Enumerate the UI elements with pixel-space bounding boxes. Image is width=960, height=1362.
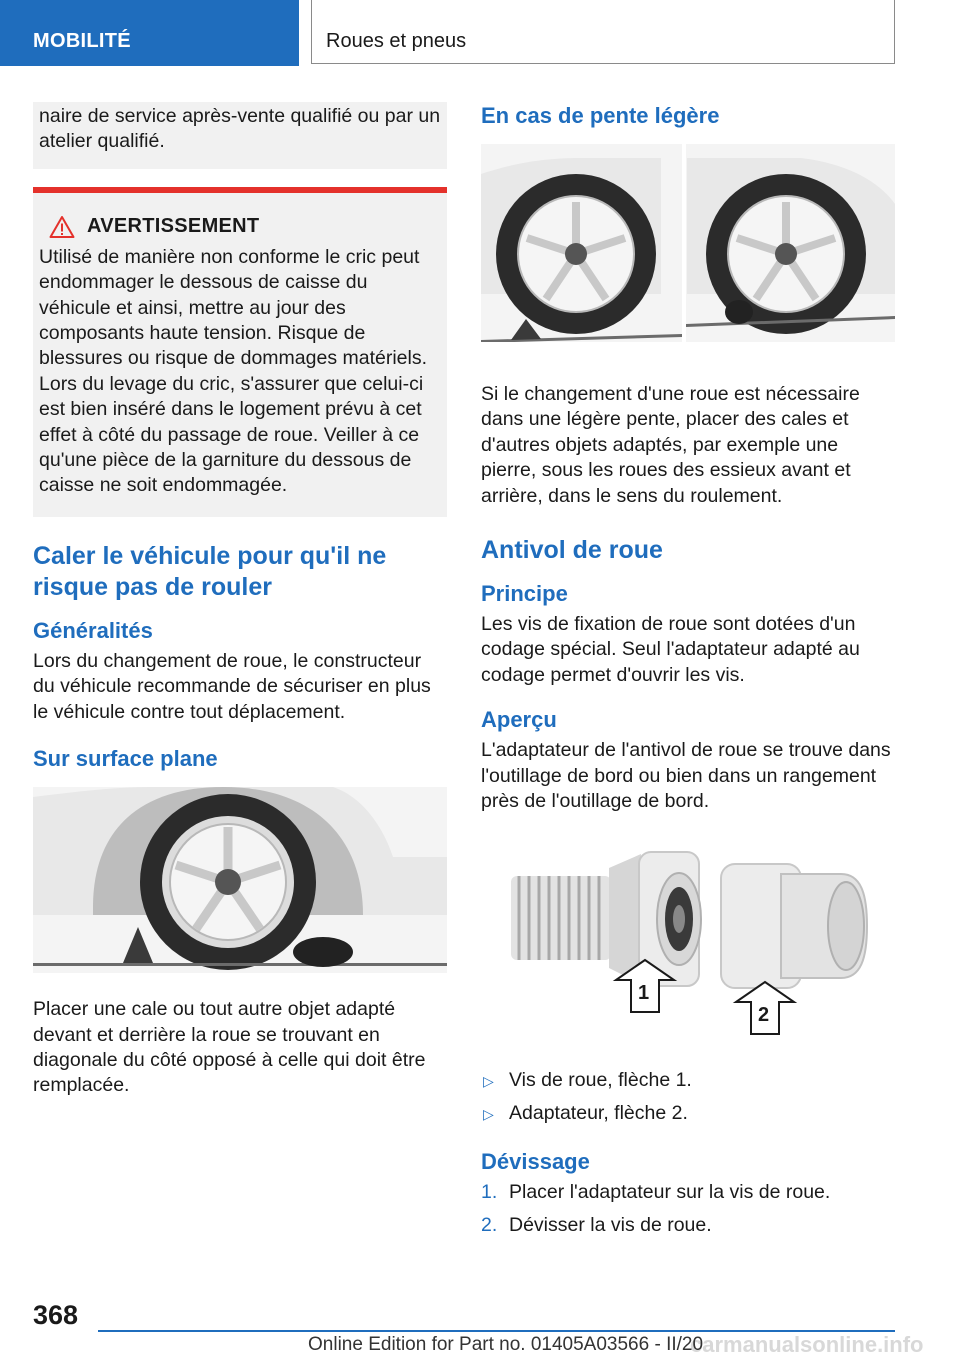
list-item	[481, 1213, 895, 1238]
car-wheel-chock-illustration	[33, 787, 447, 973]
intro-box	[33, 102, 447, 169]
overview-list	[481, 1068, 895, 1126]
heading-slope: En cas de pente légère	[481, 103, 720, 128]
figure-slope	[481, 144, 895, 342]
principle-text: Les vis de fixation de roue sont dotées d'un codage spécial. Seul l'adaptateur adapté au codage permet d'ouvrir les vis.	[481, 613, 860, 686]
warning-text: Utilisé de manière non conforme le cric peut endommager le dessous de caisse du véhicule et ainsi, mettre au jour des composants haute tension. Risque de blessures ou risque de dommages matériels. Lors du levage du cric, s'assurer que celui-ci est bien inséré dans le logement prévu à cet effet à côté du passage de roue. Veiller à ce qu'une pièce de la garniture du dessous de caisse ne soit endommagée.	[39, 245, 428, 497]
car-slope-illustration	[481, 144, 895, 342]
left-column	[33, 102, 447, 1099]
flat-surface-text: Placer une cale ou tout autre objet adapté devant et derrière la roue se trouvant en diagonale du côté opposé à celle qui doit être remplacée.	[33, 998, 426, 1097]
heading-wheel-lock: Antivol de roue	[481, 536, 663, 565]
figure-flat-surface	[33, 787, 447, 973]
triangle-right-icon: ▷	[483, 1073, 494, 1090]
wheel-bolt	[511, 852, 701, 986]
list-item	[481, 1068, 895, 1093]
general-text: Lors du changement de roue, le constructeur du véhicule recommande de sécuriser en plus le véhicule contre tout déplacement.	[33, 649, 431, 723]
warning-header	[39, 215, 441, 239]
list-item-text: Adaptateur, flèche 2.	[509, 1101, 688, 1124]
heading-secure-vehicle: Caler le véhicule pour qu'il ne risque pas de rouler	[33, 541, 387, 601]
intro-text: naire de service après-vente qualifié ou par un atelier qualifié.	[39, 105, 441, 153]
arrow-1-label: 1	[638, 982, 650, 1005]
step-number: 1.	[481, 1181, 498, 1204]
heading-unscrew: Dévissage	[481, 1149, 590, 1175]
heading-overview: Aperçu	[481, 707, 557, 733]
step-number: 2.	[481, 1213, 498, 1236]
list-item-text: Vis de roue, flèche 1.	[509, 1069, 692, 1092]
heading-principle: Principe	[481, 581, 568, 607]
list-item	[481, 1101, 895, 1126]
wheel-bolt-adapter-illustration	[481, 834, 895, 1040]
warning-box	[33, 187, 447, 517]
page-number: 368	[33, 1300, 79, 1330]
triangle-right-icon: ▷	[483, 1105, 494, 1122]
figure-wheel-bolt	[481, 834, 895, 1040]
slope-text: Si le changement d'une roue est nécessaire dans une légère pente, placer des cales et d'autres objets adaptés, par exemple une pierre, sous les roues des essieux avant et arrière, dans le sens du roulement.	[481, 383, 860, 507]
step-text: Dévisser la vis de roue.	[509, 1213, 712, 1236]
right-column	[481, 102, 895, 1245]
heading-general: Généralités	[33, 617, 153, 643]
watermark: carmanualsonline.info	[690, 1332, 924, 1357]
step-text: Placer l'adaptateur sur la vis de roue.	[509, 1181, 831, 1204]
edition-text: Online Edition for Part no. 01405A03566 - II/20	[308, 1334, 704, 1355]
warning-title: AVERTISSEMENT	[87, 215, 260, 238]
unscrew-steps	[481, 1180, 895, 1238]
warning-triangle-icon	[49, 215, 75, 239]
heading-flat-surface: Sur surface plane	[33, 746, 218, 772]
section-tab: MOBILITÉ	[0, 0, 299, 66]
overview-text: L'adaptateur de l'antivol de roue se trouve dans l'outillage de bord ou bien dans un rangement près de l'outillage de bord.	[481, 739, 891, 813]
list-item	[481, 1180, 895, 1205]
arrow-2-label: 2	[758, 1004, 770, 1027]
adapter	[721, 864, 867, 988]
page-header	[0, 0, 960, 66]
chapter-title: Roues et pneus	[311, 0, 895, 64]
